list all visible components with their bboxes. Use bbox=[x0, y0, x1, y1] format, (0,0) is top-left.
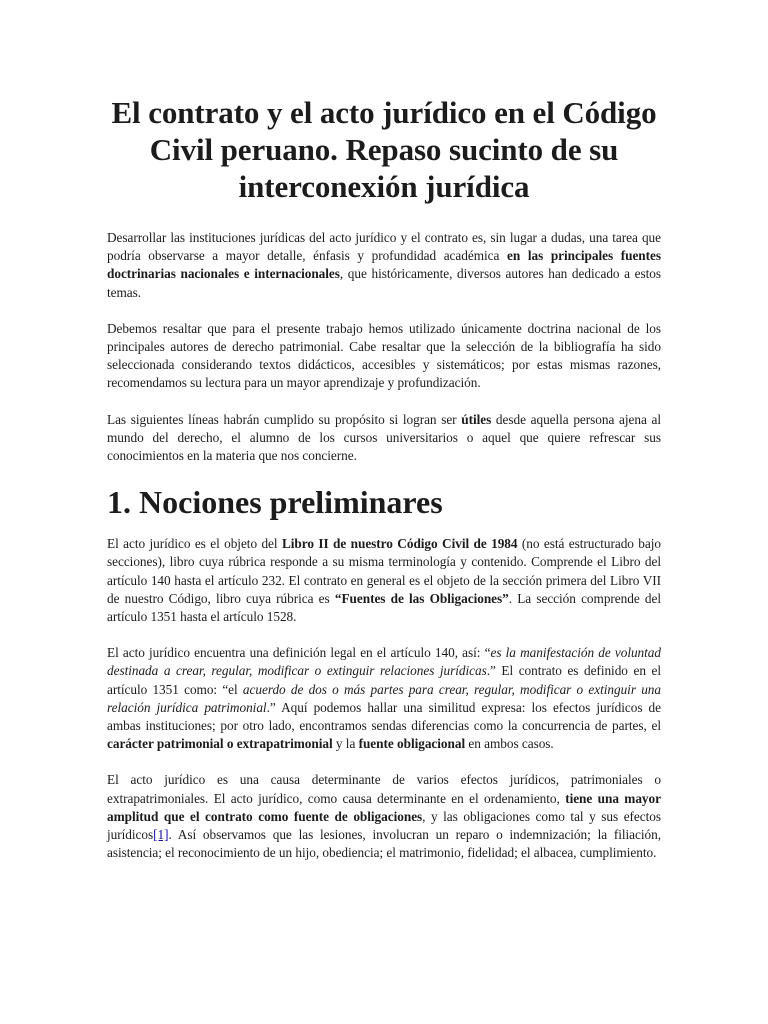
footnote-link[interactable]: [1] bbox=[153, 827, 169, 843]
text-span: El acto jurídico es una causa determinante de varios efectos jurídicos, patrimoniales o extrapatrimoniales. El acto jurídico, como causa determinante en el ordenamiento, bbox=[107, 772, 661, 806]
text-span: y la bbox=[332, 736, 359, 752]
bold-text: fuente obligacional bbox=[358, 736, 466, 752]
text-span: en ambos casos. bbox=[465, 736, 554, 752]
text-span: .” Aquí podemos hallar una similitud expresa: los efectos jurídicos de ambas instituciones; por otro lado, encontramos sendas diferencias como la concurrencia de partes, el bbox=[107, 699, 661, 734]
italic-quote: acuerdo de dos o más partes para crear, regular, modificar o extinguir una relación jurídica patrimonial bbox=[107, 681, 661, 715]
document-title: El contrato y el acto jurídico en el Código Civil peruano. Repaso sucinto de su interconexión jurídica bbox=[111, 95, 657, 204]
section-paragraph-3 bbox=[107, 771, 661, 862]
text-span: . Así observamos que las lesiones, involucran un reparo o indemnización; la filiación, asistencia; el reconocimiento de un hijo, obediencia; el matrimonio, fidelidad; el albacea, cumplimiento. bbox=[107, 827, 661, 861]
text-span: (no está estructurado bajo secciones), libro cuya rúbrica responde a su misma terminología y contenido. Comprende el Libro del artículo 140 hasta el artículo 232. El contrato en general es el objeto de la sección primera del Libro VII de nuestro Código, libro cuya rúbrica es bbox=[107, 536, 661, 606]
bold-text: Libro II de nuestro Código Civil de 1984 bbox=[281, 536, 518, 552]
italic-quote: es la manifestación de voluntad destinada a crear, regular, modificar o extinguir relaciones jurídicas bbox=[107, 645, 662, 679]
text-span: desde aquella persona ajena al mundo del derecho, el alumno de los cursos universitarios o aquel que quiere refrescar sus conocimientos en la materia que nos concierne. bbox=[107, 411, 661, 464]
bold-text: en las principales fuentes doctrinarias nacionales e internacionales bbox=[107, 248, 661, 282]
bold-text: “Fuentes de las Obligaciones” bbox=[334, 590, 509, 606]
bold-text: útiles bbox=[461, 411, 492, 427]
intro-paragraph-3 bbox=[107, 411, 661, 466]
bold-text: carácter patrimonial o extrapatrimonial bbox=[107, 736, 333, 752]
section-heading: 1. Nociones preliminares bbox=[107, 484, 443, 521]
text-span: , y las obligaciones como tal y sus efectos jurídicos bbox=[107, 808, 661, 843]
intro-paragraph-2: Debemos resaltar que para el presente trabajo hemos utilizado únicamente doctrina nacional de los principales autores de derecho patrimonial. Cabe resaltar que la selección de la bibliografía ha sido seleccionada considerando textos didácticos, accesibles y sistemáticos; por estas mismas razones, recomendamos su lectura para un mayor aprendizaje y profundización. bbox=[107, 320, 661, 391]
text-span: .” El contrato es definido en el artículo 1351 como: “el bbox=[107, 663, 661, 697]
section-paragraph-1 bbox=[107, 535, 661, 626]
bold-text: tiene una mayor amplitud que el contrato como fuente de obligaciones bbox=[107, 790, 661, 824]
intro-paragraph-1 bbox=[107, 229, 661, 302]
section-paragraph-2 bbox=[107, 644, 661, 753]
text-span: , que históricamente, diversos autores han dedicado a estos temas. bbox=[107, 266, 661, 300]
text-span: . La sección comprende del artículo 1351 hasta el artículo 1528. bbox=[107, 590, 662, 625]
text-span: Desarrollar las instituciones jurídicas del acto jurídico y el contrato es, sin lugar a dudas, una tarea que podría observarse a mayor detalle, énfasis y profundidad académica bbox=[107, 230, 661, 264]
text-span: El acto jurídico es el objeto del bbox=[107, 536, 282, 552]
text-span: El acto jurídico encuentra una definición legal en el artículo 140, así: “ bbox=[107, 645, 491, 661]
text-span: Las siguientes líneas habrán cumplido su propósito si logran ser bbox=[107, 411, 462, 427]
